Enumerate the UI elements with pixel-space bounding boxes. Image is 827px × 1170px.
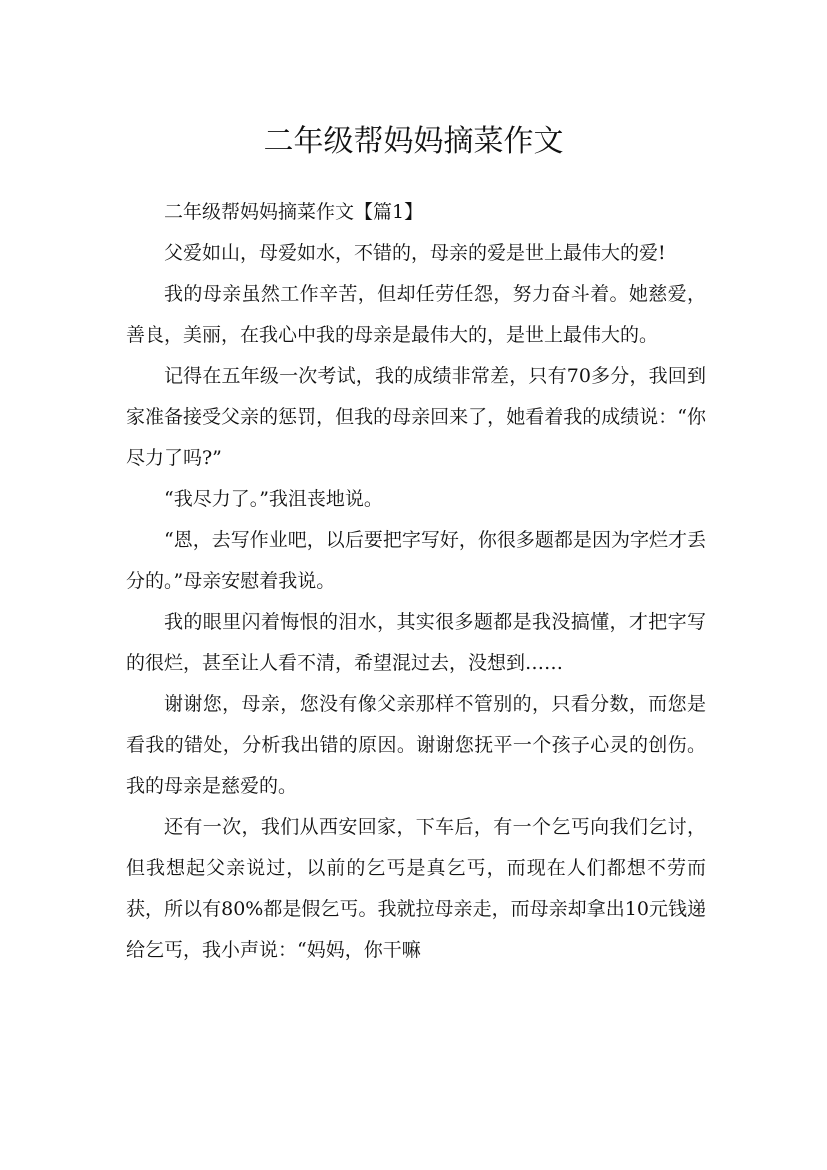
paragraph: 父爱如山，母爱如水，不错的，母亲的爱是世上最伟大的爱! (164, 242, 666, 264)
document-title: 二年级帮妈妈摘菜作文 (263, 124, 564, 160)
paragraph: 谢谢您，母亲，您没有像父亲那样不管别的，只看分数，而您是看我的错处，分析我出错的原因。谢谢您抚平一个孩子心灵的创伤。我的母亲是慈爱的。 (126, 693, 706, 797)
paragraph: “恩，去写作业吧，以后要把字写好，你很多题都是因为字烂才丢分的。”母亲安慰着我说。 (126, 529, 706, 592)
paragraph: “我尽力了。”我沮丧地说。 (164, 488, 383, 510)
paragraph: 我的眼里闪着悔恨的泪水，其实很多题都是我没搞懂，才把字写的很烂，甚至让人看不清，希望混过去，没想到…… (126, 611, 706, 674)
paragraph: 还有一次，我们从西安回家，下车后，有一个乞丐向我们乞讨，但我想起父亲说过，以前的乞丐是真乞丐，而现在人们都想不劳而获，所以有80%都是假乞丐。我就拉母亲走，而母亲却拿出10元钱递给乞丐，我小声说：“妈妈，你干嘛 (126, 816, 706, 961)
paragraph: 我的母亲虽然工作辛苦，但却任劳任怨，努力奋斗着。她慈爱，善良，美丽，在我心中我的母亲是最伟大的，是世上最伟大的。 (126, 283, 706, 346)
document-body (126, 192, 706, 971)
paragraph: 记得在五年级一次考试，我的成绩非常差，只有70多分，我回到家准备接受父亲的惩罚，但我的母亲回来了，她看着我的成绩说：“你尽力了吗?” (126, 365, 706, 469)
section-heading: 二年级帮妈妈摘菜作文【篇1】 (164, 201, 424, 223)
